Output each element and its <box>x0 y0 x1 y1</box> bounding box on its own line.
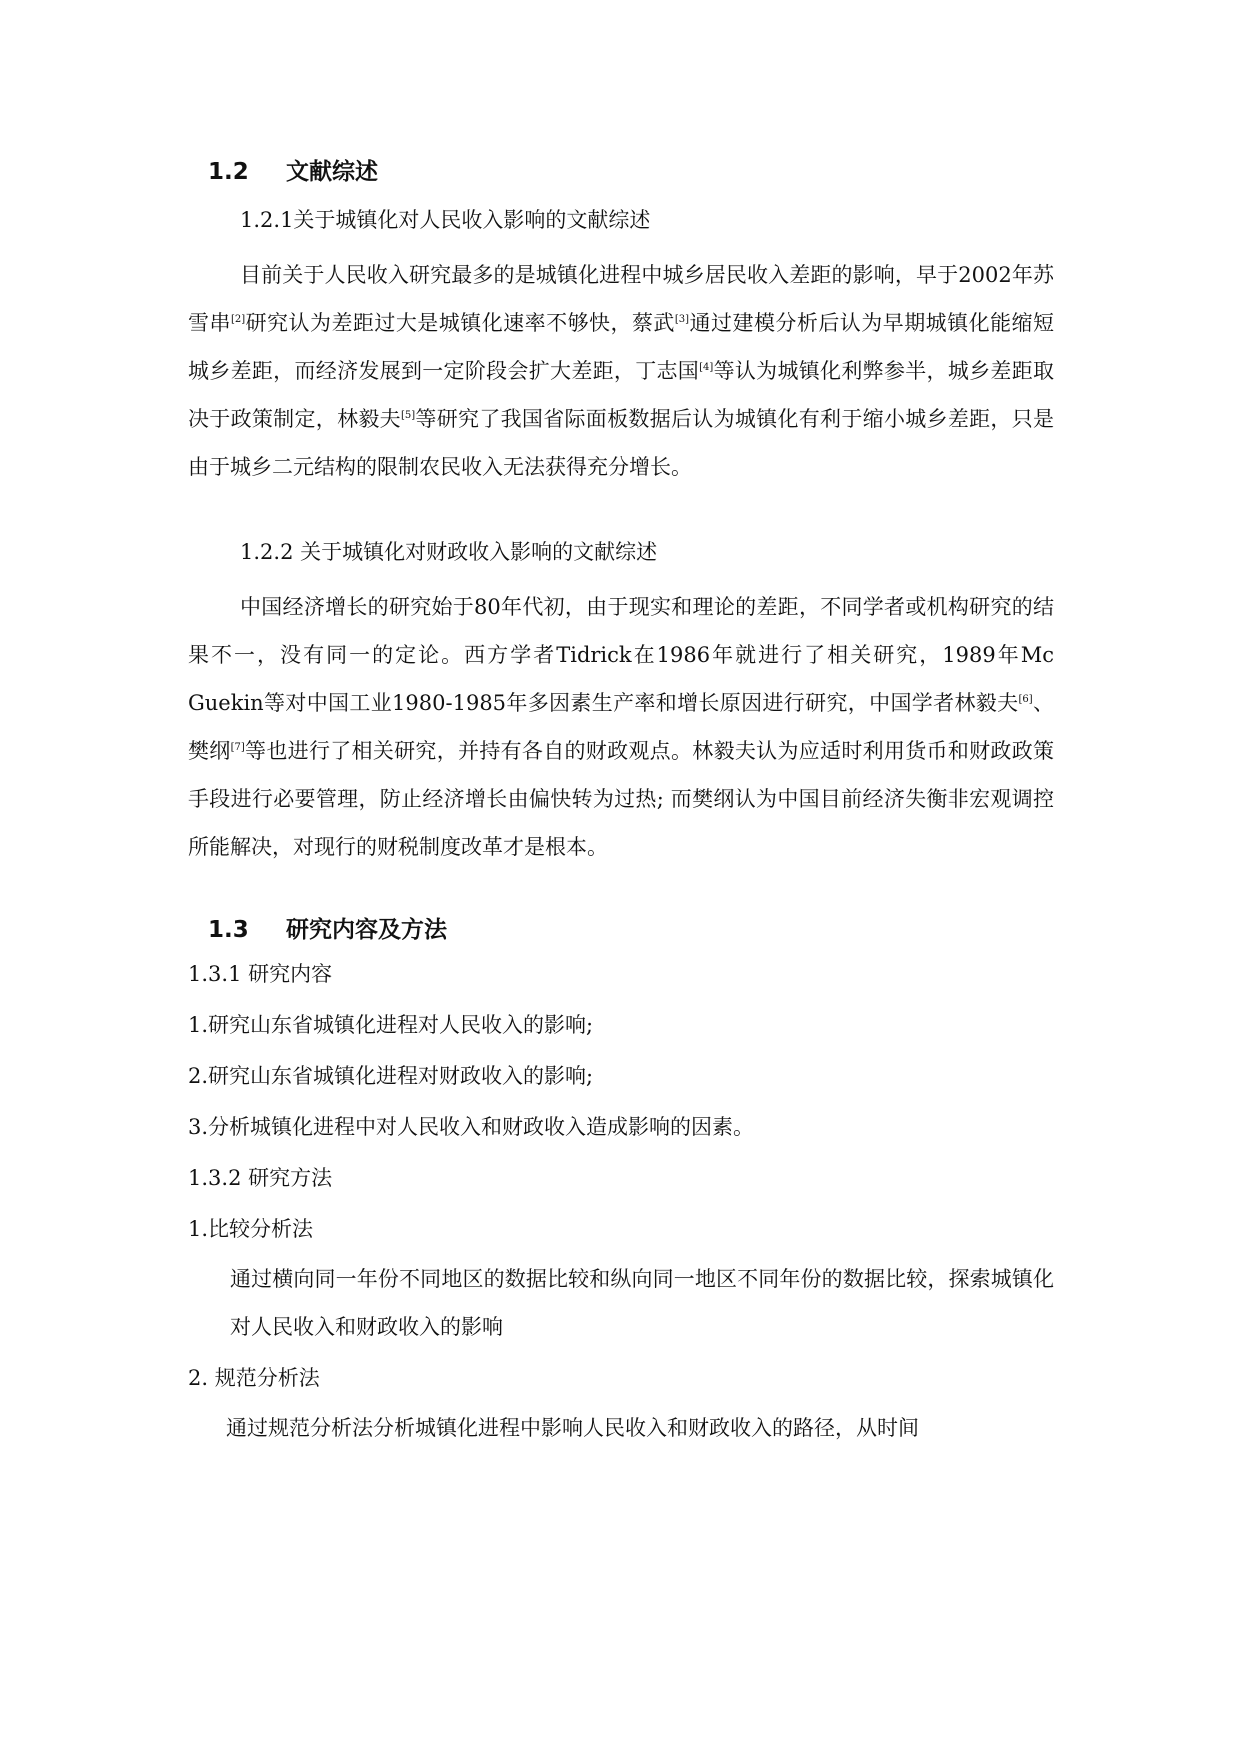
text-run: 、樊纲 <box>188 691 1054 763</box>
citation-ref: [4] <box>699 362 714 373</box>
section-number: 1.2 <box>208 159 249 185</box>
method-text-comparative: 通过横向同一年份不同地区的数据比较和纵向同一地区不同年份的数据比较，探索城镇化对人民收入和财政收入的影响 <box>230 1267 1054 1339</box>
text-run: 等也进行了相关研究，并持有各自的财政观点。林毅夫认为应适时利用货币和财政政策手段进行必要管理，防止经济增长由偏快转为过热; 而樊纲认为中国目前经济失衡非宏观调控所能解决，对现行的财税制度改革才是根本。 <box>188 739 1054 859</box>
subsection-heading-1-3-2: 1.3.2 研究方法 <box>188 1166 333 1190</box>
page-content <box>188 155 1054 1452</box>
method-text-normative: 通过规范分析法分析城镇化进程中影响人民收入和财政收入的路径，从时间 <box>226 1416 919 1440</box>
spacer <box>188 491 1054 535</box>
citation-ref: [7] <box>230 742 245 753</box>
citation-ref: [6] <box>1018 694 1033 705</box>
section-heading-1-2 <box>208 155 1054 189</box>
text-run: 等认为城镇化利弊参半，城乡差距取决于政策制定，林毅夫 <box>188 359 1055 431</box>
method-title-comparative: 1.比较分析法 <box>188 1217 314 1241</box>
subsection-heading-1-3-1: 1.3.1 研究内容 <box>188 962 333 986</box>
section-number: 1.3 <box>208 917 249 943</box>
text-run: 研究认为差距过大是城镇化速率不够快，蔡武 <box>245 311 675 335</box>
citation-ref: [3] <box>674 314 690 325</box>
text-run: 等研究了我国省际面板数据后认为城镇化有利于缩小城乡差距，只是由于城乡二元结构的限制农民收入无法获得充分增长。 <box>188 407 1055 479</box>
paragraph-income-review <box>188 251 1054 491</box>
citation-ref: [5] <box>400 410 416 421</box>
list-item: 2.研究山东省城镇化进程对财政收入的影响; <box>188 1064 594 1088</box>
text-run: 目前关于人民收入研究最多的是城镇化进程中城乡居民收入差距的影响，早于2002年苏雪串 <box>188 263 1054 335</box>
list-item: 3.分析城镇化进程中对人民收入和财政收入造成影响的因素。 <box>188 1115 755 1139</box>
citation-ref: [2] <box>230 314 246 325</box>
list-item: 1.研究山东省城镇化进程对人民收入的影响; <box>188 1013 594 1037</box>
subsection-heading-1-2-1: 1.2.1关于城镇化对人民收入影响的文献综述 <box>240 208 651 232</box>
section-title: 文献综述 <box>286 159 378 185</box>
section-heading-1-3 <box>208 913 1054 947</box>
method-title-normative: 2. 规范分析法 <box>188 1366 320 1390</box>
paragraph-fiscal-review <box>188 583 1054 871</box>
text-run: 中国经济增长的研究始于80年代初，由于现实和理论的差距，不同学者或机构研究的结果不一，没有同一的定论。西方学者Tidrick在1986年就进行了相关研究，1989年Mc Guekin等对中国工业1980-1985年多因素生产率和增长原因进行研究，中国学者林毅夫 <box>188 595 1054 715</box>
text-run: 通过建模分析后认为早期城镇化能缩短城乡差距，而经济发展到一定阶段会扩大差距，丁志国 <box>188 311 1055 383</box>
section-title: 研究内容及方法 <box>286 917 447 943</box>
subsection-heading-1-2-2: 1.2.2 关于城镇化对财政收入影响的文献综述 <box>240 540 658 564</box>
